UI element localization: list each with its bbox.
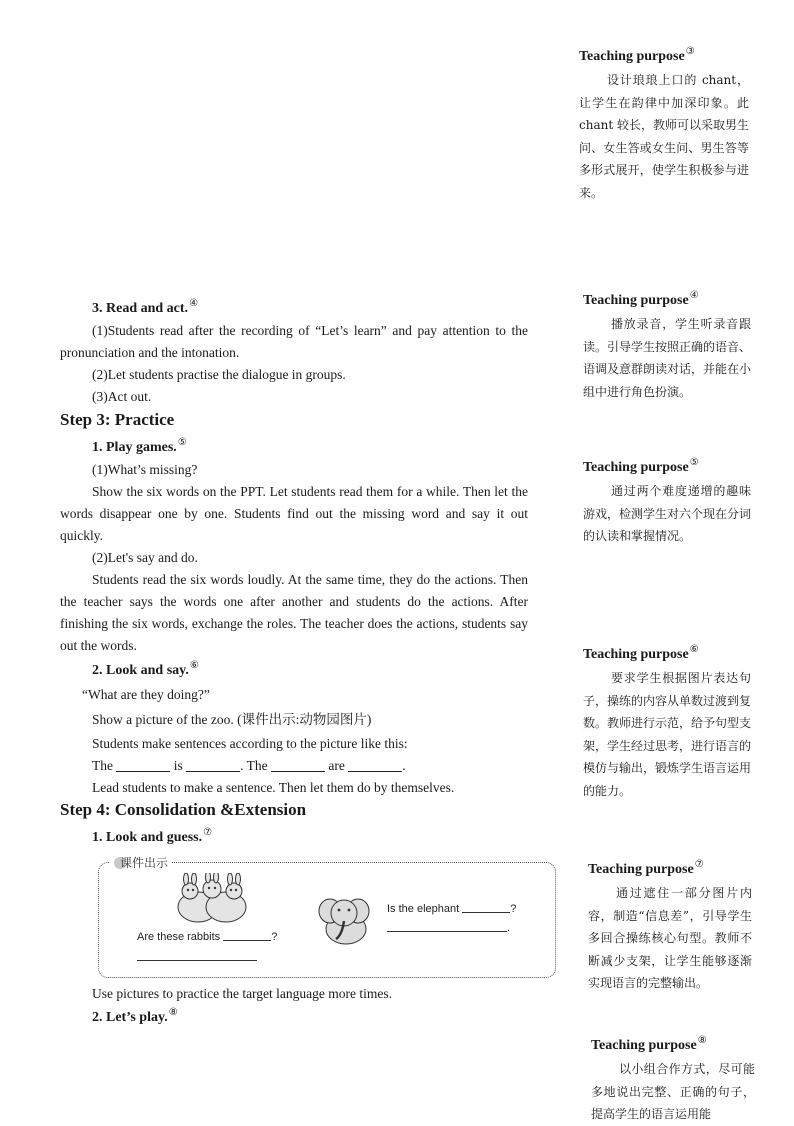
look-and-say-heading: 2. Look and say.⑥	[92, 660, 199, 678]
blank	[186, 758, 240, 772]
elephant-illustration	[316, 893, 372, 947]
play-games-heading: 1. Play games.⑤	[92, 437, 187, 455]
blank	[348, 758, 402, 772]
teaching-purpose-text: 通过遮住一部分图片内容，制造“信息差”，引导学生多回合操练核心句型。教师不断减少支架，让学生能够逐渐实现语言的完整输出。	[588, 886, 752, 990]
teaching-purpose-6	[583, 644, 751, 802]
rabbits-answer-line	[137, 960, 257, 961]
read-and-act-heading: 3. Read and act.④	[92, 298, 199, 316]
teaching-purpose-title: Teaching purpose⑥	[583, 644, 699, 662]
whats-missing-title: (1)What’s missing?	[92, 462, 198, 477]
whats-missing-description: Show the six words on the PPT. Let students read them for a while. Then let the words disappear one by one. Students find out the missing word and say it out quickly.	[60, 484, 528, 543]
teaching-purpose-5	[583, 457, 751, 548]
read-act-step-2: (2)Let students practise the dialogue in groups.	[92, 367, 346, 382]
blank	[271, 758, 325, 772]
teaching-purpose-text: 播放录音，学生听录音跟读。引导学生按照正确的语音、语调及意群朗读对话，并能在小组中进行角色扮演。	[583, 317, 752, 399]
look-say-question: “What are they doing?”	[82, 687, 210, 702]
read-act-step-1: (1)Students read after the recording of “Let’s learn” and pay attention to the pronunciation and the intonation.	[60, 323, 528, 360]
teaching-purpose-3	[579, 46, 749, 204]
teaching-purpose-title: Teaching purpose⑦	[588, 859, 704, 877]
elephant-answer-line: .	[387, 922, 510, 934]
teaching-purpose-8	[591, 1035, 755, 1126]
rabbits-illustration	[174, 873, 250, 925]
teaching-purpose-title: Teaching purpose⑧	[591, 1035, 707, 1053]
lets-play-heading: 2. Let’s play.⑧	[92, 1007, 178, 1025]
use-pictures: Use pictures to practice the target language more times.	[92, 986, 393, 1001]
courseware-label: 课件出示	[110, 854, 172, 871]
sentence-pattern: The is . The are .	[92, 758, 406, 773]
step-4-heading: Step 4: Consolidation &Extension	[60, 800, 307, 819]
look-say-students: Students make sentences according to the picture like this:	[92, 736, 408, 751]
step-3-heading: Step 3: Practice	[60, 410, 175, 429]
teaching-purpose-text: 要求学生根据图片表达句子，操练的内容从单数过渡到复数。教师进行示范，给予句型支架，学生经过思考，进行语言的模仿与输出，锻炼学生语言运用的能力。	[583, 671, 752, 798]
teaching-purpose-title: Teaching purpose④	[583, 290, 699, 308]
blank	[116, 758, 170, 772]
teaching-purpose-title: Teaching purpose⑤	[583, 457, 699, 475]
teaching-purpose-text: 以小组合作方式，尽可能多地说出完整、正确的句子，提高学生的语言运用能	[591, 1062, 755, 1121]
say-and-do-description: Students read the six words loudly. At the same time, they do the actions. Then the teacher says the words one after another and students do the actions. After finishing the six words, exchange the roles. The teacher does the actions, students say out the words.	[60, 572, 528, 653]
look-say-show-picture: Show a picture of the zoo. (课件出示:动物园图片)	[92, 712, 372, 727]
read-act-step-3: (3)Act out.	[92, 389, 152, 404]
teaching-purpose-text: 设计琅琅上口的 chant，让学生在韵律中加深印象。此 chant 较长，教师可以采取男生问、女生答或女生问、男生答等多形式展开，使学生积极参与进来。	[579, 73, 749, 200]
elephant-question: Is the elephant ?	[387, 903, 517, 915]
teaching-purpose-4	[583, 290, 751, 403]
rabbits-question: Are these rabbits ?	[137, 931, 278, 943]
look-and-guess-heading: 1. Look and guess.⑦	[92, 827, 213, 845]
teaching-purpose-title: Teaching purpose③	[579, 46, 695, 64]
lead-students: Lead students to make a sentence. Then let them do by themselves.	[92, 780, 455, 795]
teaching-purpose-text: 通过两个难度递增的趣味游戏，检测学生对六个现在分词的认读和掌握情况。	[583, 484, 752, 543]
teaching-purpose-7	[588, 859, 752, 995]
say-and-do-title: (2)Let's say and do.	[92, 550, 198, 565]
